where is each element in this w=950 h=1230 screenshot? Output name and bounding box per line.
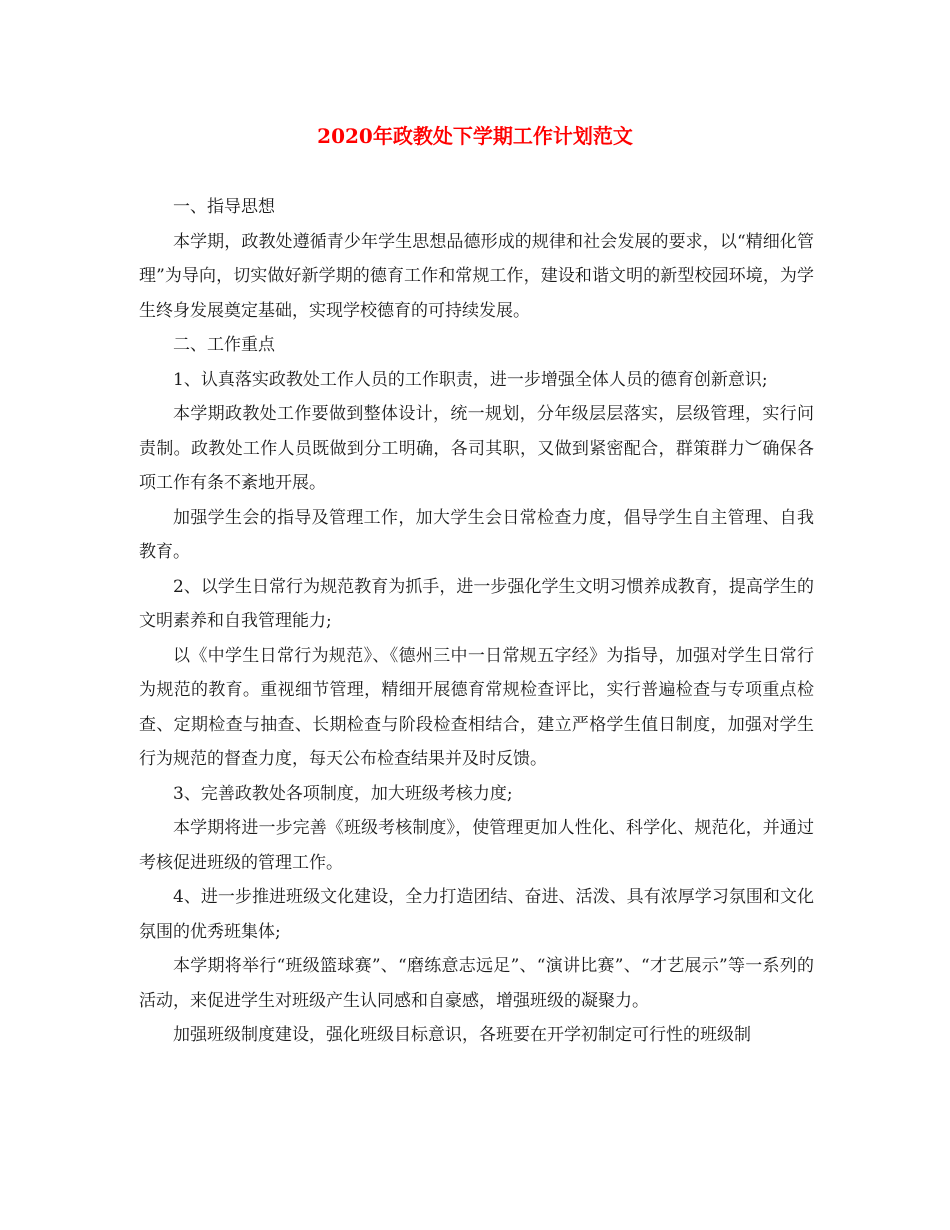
paragraph-item-1-detail: 本学期政教处工作要做到整体设计，统一规划，分年级层层落实，层级管理，实行问责制。政教处工作人员既做到分工明确，各司其职，又做到紧密配合，群策群力︶确保各项工作有条不紊地开展。 (139, 404, 814, 493)
section-heading-work-focus: 二、工作重点 (173, 335, 275, 355)
document-body (139, 190, 814, 1053)
paragraph-item-1: 1、认真落实政教处工作人员的工作职责，进一步增强全体人员的德育创新意识; (173, 369, 768, 390)
paragraph-guiding-ideology: 本学期，政教处遵循青少年学生思想品德形成的规律和社会发展的要求，以“精细化管理”为导向，切实做好新学期的德育工作和常规工作，建设和谐文明的新型校园环境，为学生终身发展奠定基础，实现学校德育的可持续发展。 (139, 231, 814, 321)
paragraph-item-3-detail: 本学期将进一步完善《班级考核制度》，使管理更加人性化、科学化、规范化，并通过考核促进班级的管理工作。 (139, 818, 814, 873)
paragraph-item-2-detail: 以《中学生日常行为规范》、《德州三中一日常规五字经》为指导，加强对学生日常行为规范的教育。重视细节管理，精细开展德育常规检查评比，实行普遍检查与专项重点检查、定期检查与抽查、长期检查与阶段检查相结合，建立严格学生值日制度，加强对学生行为规范的督查力度，每天公布检查结果并及时反馈。 (139, 645, 814, 769)
paragraph-item-2: 2、以学生日常行为规范教育为抓手，进一步强化学生文明习惯养成教育，提高学生的文明素养和自我管理能力; (139, 576, 814, 631)
paragraph-item-3: 3、完善政教处各项制度，加大班级考核力度; (173, 783, 513, 804)
section-heading-guiding-ideology: 一、指导思想 (173, 197, 275, 217)
paragraph-item-4: 4、进一步推进班级文化建设，全力打造团结、奋进、活泼、具有浓厚学习氛围和文化氛围的优秀班集体; (139, 887, 814, 942)
paragraph-class-system: 加强班级制度建设，强化班级目标意识，各班要在开学初制定可行性的班级制 (173, 1025, 751, 1045)
paragraph-student-union: 加强学生会的指导及管理工作，加大学生会日常检查力度，倡导学生自主管理、自我教育。 (139, 507, 814, 562)
paragraph-item-4-activities: 本学期将举行“班级篮球赛”、“磨练意志远足”、“演讲比赛”、“才艺展示”等一系列的活动，来促进学生对班级产生认同感和自豪感，增强班级的凝聚力。 (139, 956, 814, 1011)
document-title: 2020年政教处下学期工作计划范文 (317, 124, 633, 148)
